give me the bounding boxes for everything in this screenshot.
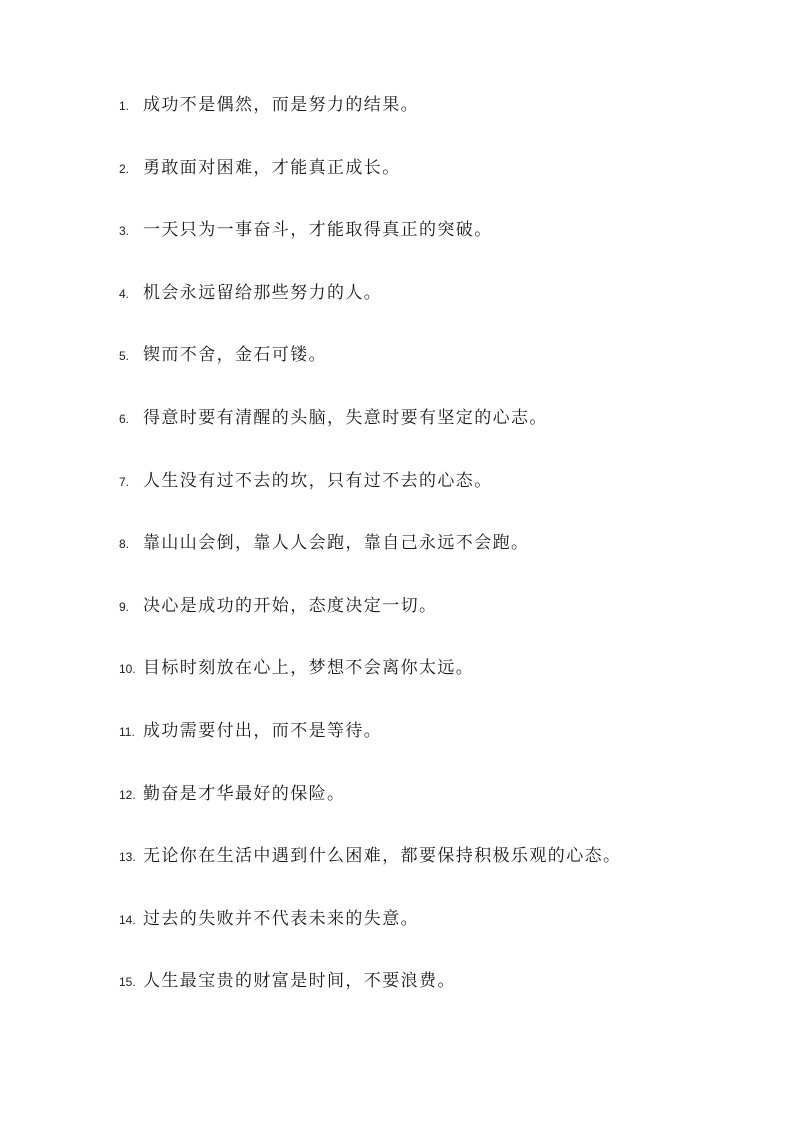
list-item (119, 340, 759, 403)
list-item (119, 466, 759, 529)
item-number: 4. (119, 286, 130, 301)
list-item (119, 841, 759, 904)
item-number: 11. (119, 724, 135, 739)
quote-list (119, 90, 759, 1029)
item-text: 一天只为一事奋斗，才能取得真正的突破。 (143, 220, 493, 241)
list-item (119, 90, 759, 153)
list-item (119, 591, 759, 654)
item-number: 13. (119, 850, 136, 865)
list-item (119, 278, 759, 341)
item-number: 10. (119, 662, 136, 677)
item-number: 9. (119, 599, 130, 614)
item-text: 决心是成功的开始，态度决定一切。 (143, 595, 438, 616)
list-item (119, 653, 759, 716)
item-number: 8. (119, 537, 130, 552)
item-number: 3. (119, 224, 130, 239)
item-number: 1. (119, 99, 130, 113)
item-text: 人生没有过不去的坎，只有过不去的心态。 (143, 470, 493, 491)
list-item (119, 528, 759, 591)
item-number: 5. (119, 349, 130, 364)
item-text: 目标时刻放在心上，梦想不会离你太远。 (143, 658, 475, 679)
list-item (119, 215, 759, 278)
item-text: 成功不是偶然，而是努力的结果。 (143, 95, 419, 115)
item-number: 15. (119, 975, 136, 990)
item-number: 2. (119, 161, 130, 176)
item-number: 7. (119, 474, 130, 489)
item-text: 勤奋是才华最好的保险。 (143, 783, 346, 804)
item-text: 靠山山会倒，靠人人会跑，靠自己永远不会跑。 (143, 533, 530, 554)
list-item (119, 904, 759, 967)
item-number: 14. (119, 912, 136, 927)
item-text: 无论你在生活中遇到什么困难，都要保持积极乐观的心态。 (143, 846, 622, 867)
list-item (119, 779, 759, 842)
list-item (119, 403, 759, 466)
item-number: 12. (119, 787, 136, 802)
item-number: 6. (119, 411, 130, 426)
item-text: 得意时要有清醒的头脑，失意时要有坚定的心志。 (143, 407, 548, 428)
item-text: 成功需要付出，而不是等待。 (143, 720, 383, 741)
list-item (119, 966, 759, 1029)
item-text: 机会永远留给那些努力的人。 (143, 282, 383, 303)
item-text: 过去的失败并不代表未来的失意。 (143, 908, 419, 929)
item-text: 勇敢面对困难，才能真正成长。 (143, 157, 401, 178)
item-text: 人生最宝贵的财富是时间，不要浪费。 (143, 971, 456, 992)
list-item (119, 716, 759, 779)
item-text: 锲而不舍，金石可镂。 (143, 345, 327, 366)
list-item (119, 153, 759, 216)
